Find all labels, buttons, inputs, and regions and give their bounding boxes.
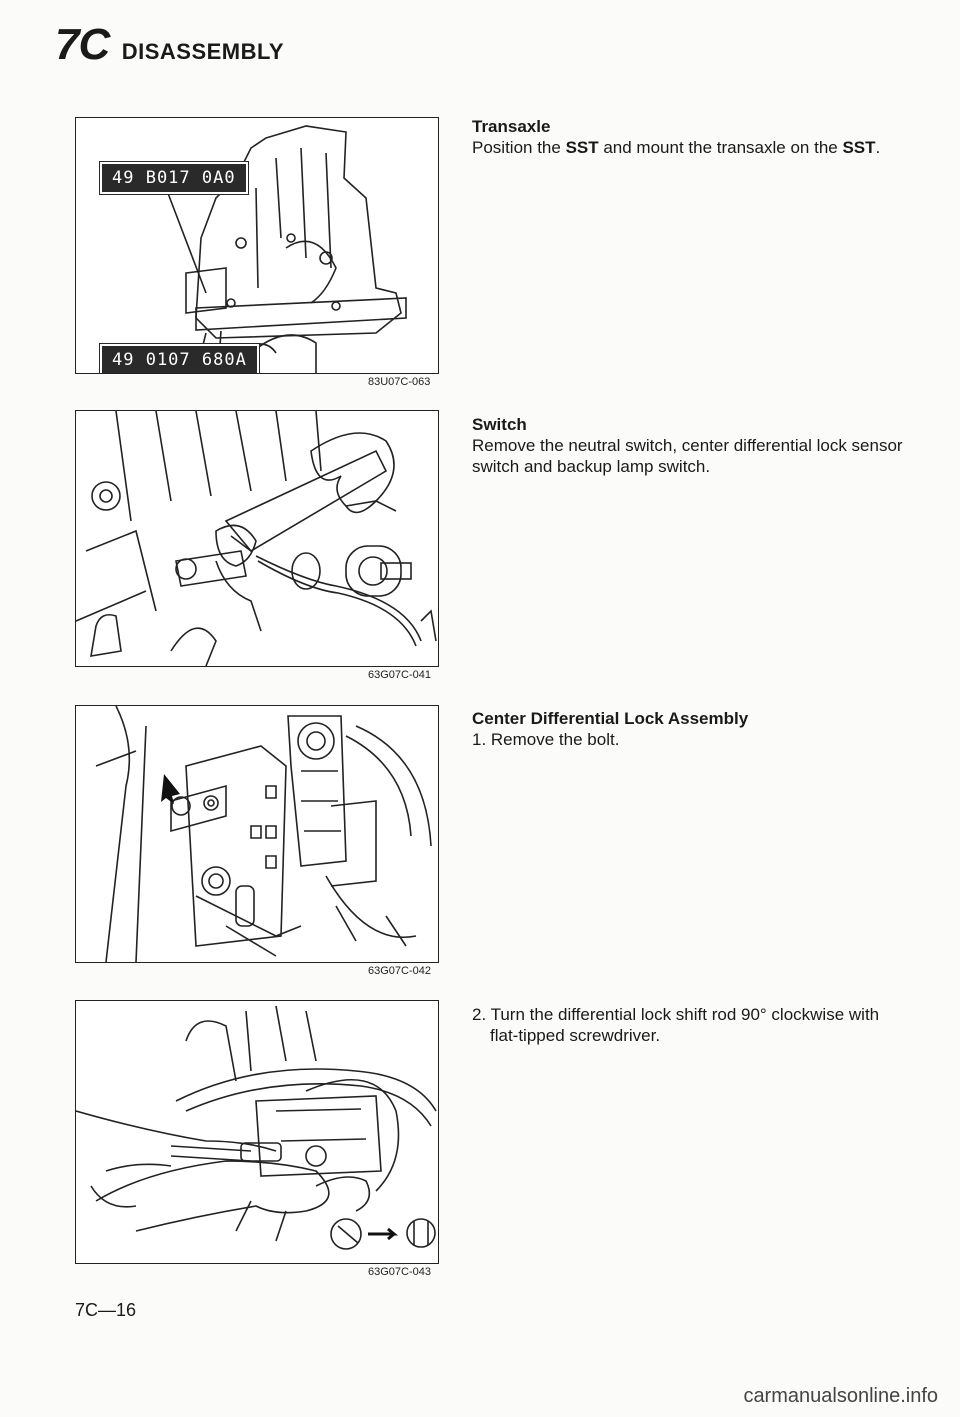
- sst-callout-2: 49 0107 680A: [100, 344, 259, 374]
- section-title: DISASSEMBLY: [121, 39, 285, 64]
- chapter-number: 7C: [55, 20, 110, 69]
- switch-text: Remove the neutral switch, center differential lock sensor switch and backup lamp switch.: [472, 436, 903, 476]
- figure-code: 63G07C-041: [368, 669, 431, 681]
- switch-illustration: [76, 411, 438, 666]
- figure-center-diff: [75, 705, 439, 963]
- step-1: 1. Remove the bolt.: [472, 730, 620, 749]
- figure-code: 83U07C-063: [368, 376, 431, 388]
- transaxle-section: [472, 116, 912, 158]
- center-diff-illustration: [76, 706, 438, 962]
- shift-rod-illustration: [76, 1001, 438, 1263]
- figure-switch: [75, 410, 439, 667]
- step-2: 2. Turn the differential lock shift rod 90° clockwise with flat-tipped screwdriver.: [472, 1005, 880, 1045]
- figure-shift-rod: [75, 1000, 439, 1264]
- figure-code: 63G07C-043: [368, 1266, 431, 1278]
- transaxle-heading: Transaxle: [472, 117, 551, 136]
- switch-heading: Switch: [472, 415, 527, 434]
- page-number: 7C—16: [75, 1300, 137, 1320]
- center-diff-heading: Center Differential Lock Assembly: [472, 709, 749, 728]
- transaxle-illustration: [76, 118, 438, 373]
- transaxle-text: Position the SST and mount the transaxle on the SST.: [472, 138, 881, 157]
- figure-code: 63G07C-042: [368, 965, 431, 977]
- footer-watermark: carmanualsonline.info: [743, 1385, 938, 1407]
- figure-transaxle: [75, 117, 439, 374]
- sst-callout-1: 49 B017 0A0: [100, 162, 248, 194]
- center-diff-section: [472, 708, 912, 750]
- switch-section: [472, 414, 912, 477]
- page-header: [55, 20, 284, 70]
- step-2-section: [472, 1004, 912, 1046]
